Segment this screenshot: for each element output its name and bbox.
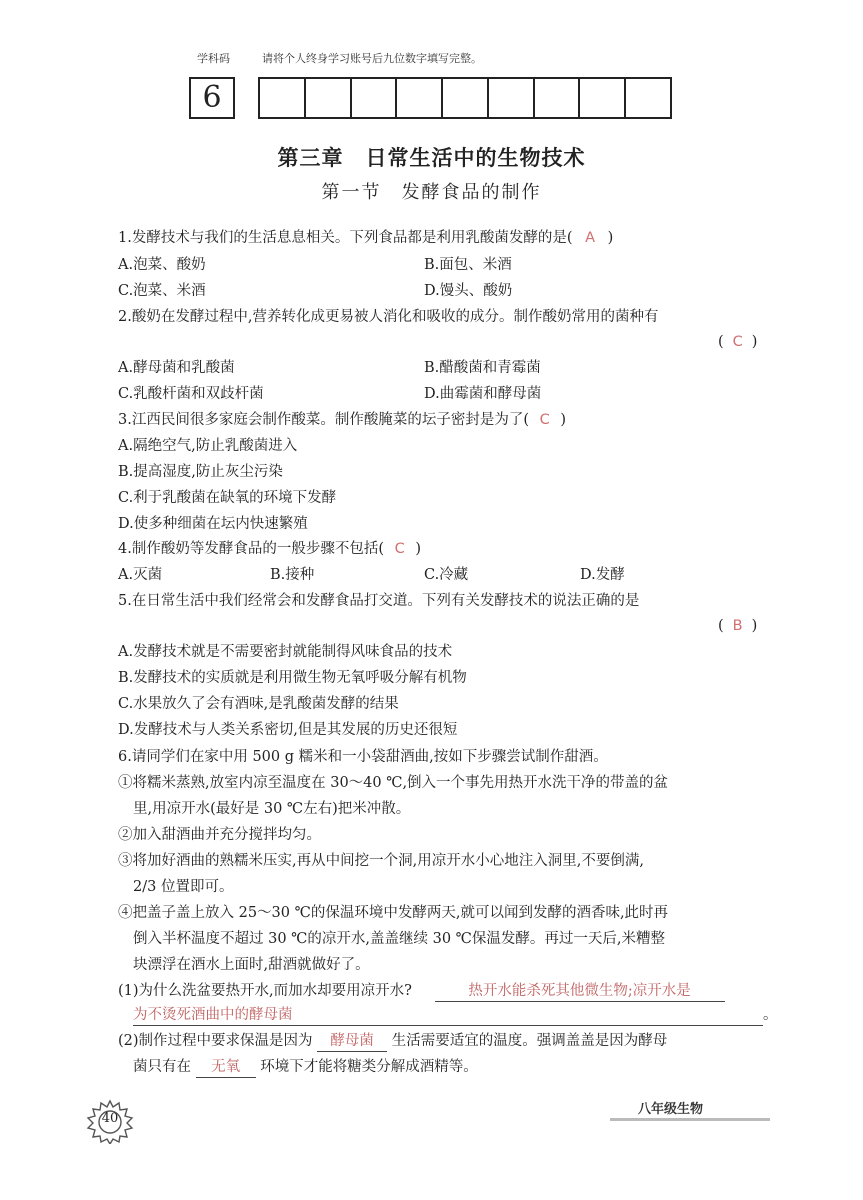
q2-option-a: A.酵母菌和乳酸菌 bbox=[118, 360, 235, 376]
section-title: 第一节 发酵食品的制作 bbox=[321, 182, 542, 203]
q5-option-b: B.发酵技术的实质就是利用微生物无氧呼吸分解有机物 bbox=[118, 670, 467, 686]
q1-option-a: A.泡菜、酸奶 bbox=[118, 257, 206, 273]
q3-option-c: C.利于乳酸菌在缺氧的环境下发酵 bbox=[118, 490, 337, 506]
question-1-stem: 1.发酵技术与我们的生活息息相关。下列食品都是利用乳酸菌发酵的是( A ) bbox=[118, 230, 614, 246]
q1-option-c: C.泡菜、米酒 bbox=[118, 283, 206, 299]
account-digit-cell[interactable] bbox=[489, 79, 535, 117]
q6-step-1-line-1: ①将糯米蒸熟,放室内凉至温度在 30～40 ℃,倒入一个事先用热开水洗干净的带盖的盆 bbox=[118, 775, 669, 791]
q6-step-1-line-2: 里,用凉开水(最好是 30 ℃左右)把米冲散。 bbox=[133, 801, 411, 817]
question-5-answer: B bbox=[732, 618, 743, 634]
q6-sub-2-continuation: 菌只有在 无氧 环境下才能将糖类分解成酒精等。 bbox=[133, 1057, 478, 1078]
q5-option-a: A.发酵技术就是不需要密封就能制得风味食品的技术 bbox=[118, 644, 453, 660]
question-2-answer: C bbox=[732, 334, 743, 350]
account-digit-cell[interactable] bbox=[260, 79, 306, 117]
q1-option-b: B.面包、米酒 bbox=[424, 257, 512, 273]
q6-step-2: ②加入甜酒曲并充分搅拌均匀。 bbox=[118, 827, 321, 843]
q4-option-b: B.接种 bbox=[270, 567, 315, 583]
account-digit-cell[interactable] bbox=[443, 79, 489, 117]
q2-option-c: C.乳酸杆菌和双歧杆菌 bbox=[118, 386, 264, 402]
question-5-answer-bracket: ( B ) bbox=[718, 618, 758, 634]
grade-subject-label: 八年级生物 bbox=[638, 1102, 704, 1117]
q6-step-3-line-2: 2/3 位置即可。 bbox=[133, 879, 234, 895]
q6-step-4-line-2: 倒入半杯温度不超过 30 ℃的凉开水,盖盖继续 30 ℃保温发酵。再过一天后,米糟整 bbox=[133, 931, 665, 947]
account-instruction: 请将个人终身学习账号后九位数字填写完整。 bbox=[262, 52, 482, 65]
q6-sub-1-continuation: 为不烫死酒曲中的酵母菌 。 bbox=[133, 1005, 778, 1026]
question-4-stem: 4.制作酸奶等发酵食品的一般步骤不包括( C ) bbox=[118, 541, 422, 557]
q6-sub-2-answer-2[interactable]: 无氧 bbox=[196, 1057, 256, 1078]
subject-code-label: 学科码 bbox=[197, 52, 230, 65]
subject-digit-box: 6 bbox=[189, 77, 235, 119]
q6-sub-2-question: (2)制作过程中要求保温是因为 酵母菌 生活需要适宜的温度。强调盖盖是因为酵母 bbox=[118, 1031, 667, 1052]
q4-option-a: A.灭菌 bbox=[118, 567, 163, 583]
question-3-stem: 3.江西民间很多家庭会制作酸菜。制作酸腌菜的坛子密封是为了( C ) bbox=[118, 412, 567, 428]
footer-divider bbox=[610, 1118, 770, 1121]
q6-sub-2-answer-1[interactable]: 酵母菌 bbox=[317, 1031, 387, 1052]
account-digit-cell[interactable] bbox=[306, 79, 352, 117]
q5-option-c: C.水果放久了会有酒味,是乳酸菌发酵的结果 bbox=[118, 696, 399, 712]
q3-option-b: B.提高湿度,防止灰尘污染 bbox=[118, 464, 283, 480]
q2-option-d: D.曲霉菌和酵母菌 bbox=[424, 386, 542, 402]
q2-option-b: B.醋酸菌和青霉菌 bbox=[424, 360, 541, 376]
question-5-stem: 5.在日常生活中我们经常会和发酵食品打交道。下列有关发酵技术的说法正确的是 bbox=[118, 593, 640, 609]
q3-option-d: D.使多种细菌在坛内快速繁殖 bbox=[118, 516, 308, 532]
q6-step-3-line-1: ③将加好酒曲的熟糯米压实,再从中间挖一个洞,用凉开水小心地注入洞里,不要倒满, bbox=[118, 853, 644, 869]
account-digit-cell[interactable] bbox=[352, 79, 398, 117]
q5-option-d: D.发酵技术与人类关系密切,但是其发展的历史还很短 bbox=[118, 722, 458, 738]
q6-step-4-line-3: 块漂浮在酒水上面时,甜酒就做好了。 bbox=[133, 957, 370, 973]
question-6-stem: 6.请同学们在家中用 500 g 糯米和一小袋甜酒曲,按如下步骤尝试制作甜酒。 bbox=[118, 749, 608, 765]
q1-option-d: D.馒头、酸奶 bbox=[424, 283, 513, 299]
account-digit-cell[interactable] bbox=[397, 79, 443, 117]
question-1-answer: A bbox=[585, 230, 596, 246]
account-digit-cell[interactable] bbox=[535, 79, 581, 117]
question-2-answer-bracket: ( C ) bbox=[718, 334, 758, 350]
q4-option-c: C.冷藏 bbox=[424, 567, 469, 583]
question-3-answer: C bbox=[539, 412, 550, 428]
q6-step-4-line-1: ④把盖子盖上放入 25～30 ℃的保温环境中发酵两天,就可以闻到发酵的酒香味,此时再 bbox=[118, 905, 669, 921]
q4-option-d: D.发酵 bbox=[580, 567, 625, 583]
account-digit-cell[interactable] bbox=[626, 79, 670, 117]
account-digit-cell[interactable] bbox=[580, 79, 626, 117]
question-4-answer: C bbox=[394, 541, 405, 557]
q6-sub-1-answer-line-2[interactable]: 为不烫死酒曲中的酵母菌 bbox=[133, 1005, 763, 1026]
q6-sub-1-question: (1)为什么洗盆要热开水,而加水却要用凉开水? 热开水能杀死其他微生物;凉开水是 bbox=[118, 981, 725, 1002]
question-2-stem: 2.酸奶在发酵过程中,营养转化成更易被人消化和吸收的成分。制作酸奶常用的菌种有 bbox=[118, 309, 659, 325]
page-number: 40 bbox=[101, 1111, 119, 1126]
chapter-title: 第三章 日常生活中的生物技术 bbox=[277, 145, 586, 170]
account-number-boxes bbox=[258, 77, 672, 119]
page-number-badge bbox=[85, 1098, 135, 1144]
q6-sub-1-answer-line-1[interactable]: 热开水能杀死其他微生物;凉开水是 bbox=[435, 981, 725, 1002]
q3-option-a: A.隔绝空气,防止乳酸菌进入 bbox=[118, 438, 298, 454]
